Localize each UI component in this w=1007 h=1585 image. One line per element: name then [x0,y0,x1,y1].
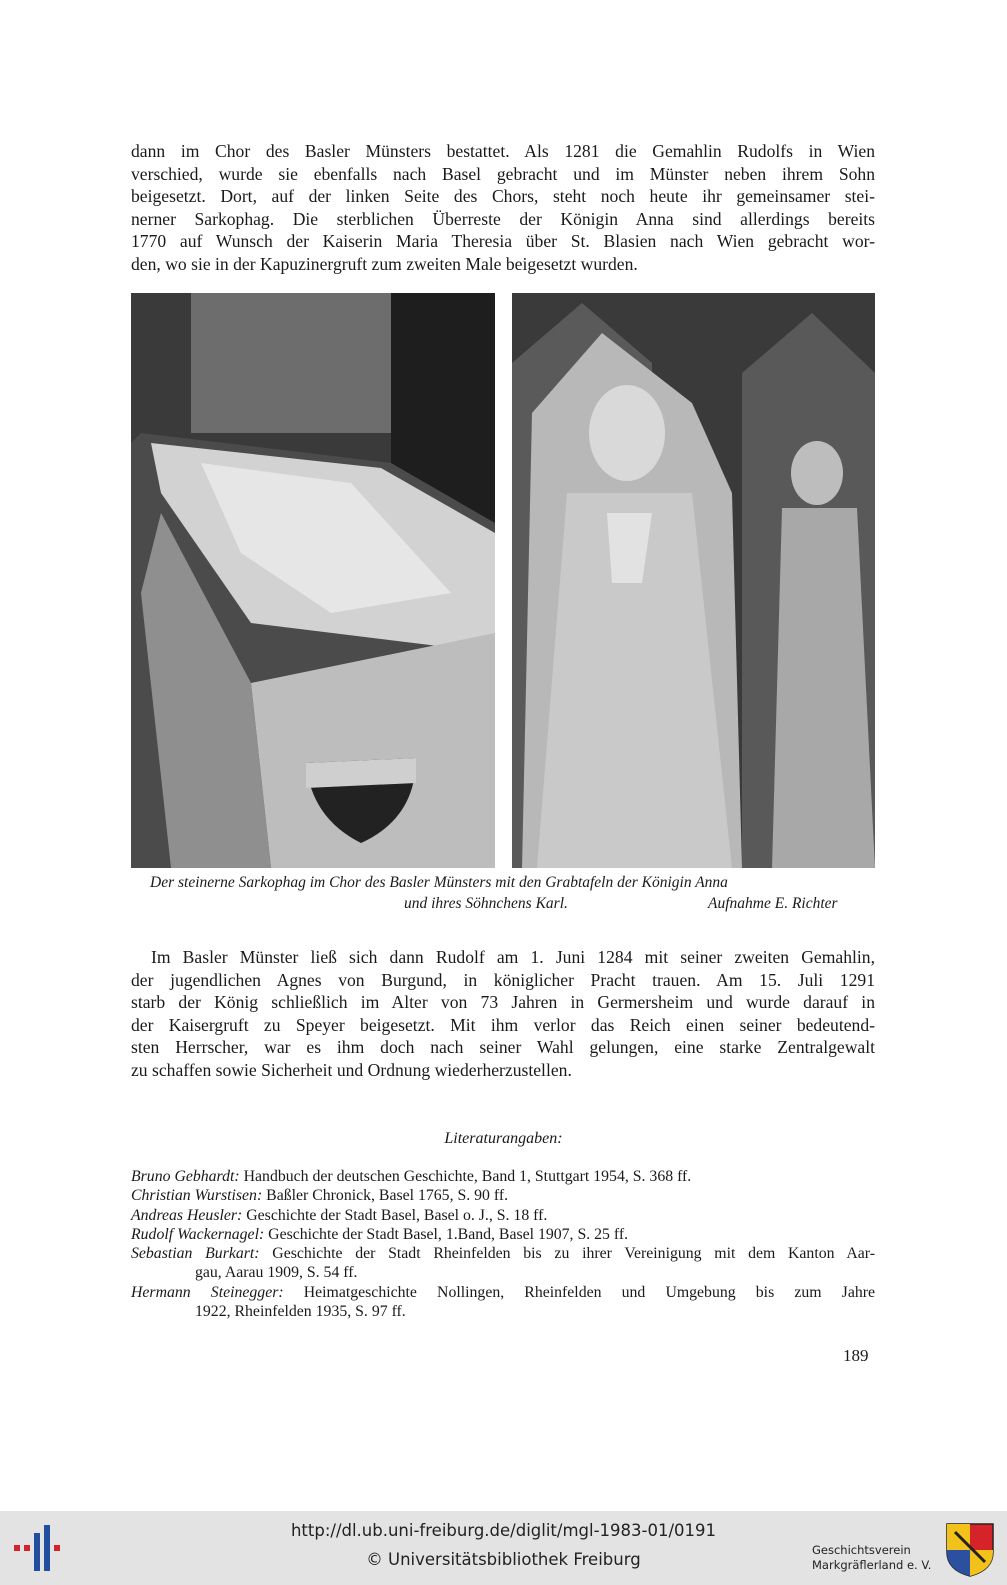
reference-text: Geschichte der Stadt Rheinfelden bis zu ihrer Vereinigung mit dem Kanton Aar- [259,1245,876,1263]
text-line: zu schaffen sowie Sicherheit und Ordnung wiederherzustellen. [131,1059,572,1080]
text-line: sten Herrscher, war es ihm doch nach seiner Wahl gelungen, eine starke Zentralgewalt [131,1037,875,1058]
reference-text: Heimatgeschichte Nollingen, Rheinfelden und Umgebung bis zum Jahre [283,1283,875,1301]
society-name [812,1543,931,1573]
text-line: 1770 auf Wunsch der Kaiserin Maria Theresia über St. Blasien nach Wien gebracht wor- [131,231,875,252]
reference-author: Hermann Steinegger: [131,1283,284,1301]
text-line: der Kaisergruft zu Speyer beigesetzt. Mit ihm verlor das Reich einen seiner bedeutend- [131,1014,875,1035]
figure-caption-line2: und ihres Söhnchens Karl. [404,895,568,912]
reference-text: Baßler Chronick, Basel 1765, S. 90 ff. [262,1187,509,1205]
reference-item [131,1283,875,1322]
reference-list [131,1167,875,1321]
paragraph-2 [131,946,875,1082]
reference-continuation: 1922, Rheinfelden 1935, S. 97 ff. [195,1303,406,1321]
reference-text: Geschichte der Stadt Basel, 1.Band, Basel 1907, S. 25 ff. [264,1225,629,1243]
reference-item [131,1186,875,1205]
reference-item [131,1244,875,1283]
society-name-line1: Geschichtsverein [812,1543,911,1557]
text-line: den, wo sie in der Kapuzinergruft zum zweiten Male beigesetzt wurden. [131,253,638,274]
literature-heading: Literaturangaben: [444,1130,563,1147]
text-line: starb der König schließlich im Alter von 73 Jahren in Germersheim und wurde darauf in [131,992,875,1013]
page-number: 189 [843,1346,869,1365]
text-line: dann im Chor des Basler Münsters bestattet. Als 1281 die Gemahlin Rudolfs in Wien [131,141,875,161]
reference-author: Rudolf Wackernagel: [131,1225,265,1243]
reference-author: Andreas Heusler: [131,1206,243,1224]
paragraph-1 [131,140,875,276]
text-line: nerner Sarkophag. Die sterblichen Überreste der Königin Anna sind allerdings bereits [131,208,875,229]
photo-credit: Aufnahme E. Richter [708,895,838,912]
figure-caption: Der steinerne Sarkophag im Chor des Basler Münsters mit den Grabtafeln der Königin Anna [150,874,728,891]
text-line: beigesetzt. Dort, auf der linken Seite des Chors, steht noch heute ihr gemeinsamer stei- [131,186,875,207]
reference-item [131,1167,875,1186]
reference-continuation: gau, Aarau 1909, S. 54 ff. [195,1264,358,1282]
text-line: verschied, wurde sie ebenfalls nach Basel gebracht und im Münster neben ihrem Sohn [131,163,875,184]
reference-author: Bruno Gebhardt: [131,1168,240,1185]
society-crest-icon [945,1522,995,1578]
sarcophagus-photo [131,293,495,868]
reference-author: Christian Wurstisen: [131,1187,263,1205]
text-line: der jugendlichen Agnes von Burgund, in königlicher Pracht trauen. Am 15. Juli 1291 [131,969,875,990]
reference-text: Handbuch der deutschen Geschichte, Band 1, Stuttgart 1954, S. 368 ff. [239,1168,692,1185]
footer-bar [0,1511,1007,1585]
society-name-line2: Markgräflerland e. V. [812,1558,932,1572]
copyright-text: © Universitätsbibliothek Freiburg [366,1550,641,1569]
queen-anna-tomb-photo [512,293,875,868]
reference-text: Geschichte der Stadt Basel, Basel o. J., S. 18 ff. [242,1206,548,1224]
reference-author: Sebastian Burkart: [131,1245,260,1263]
reference-item [131,1206,875,1225]
reference-item [131,1225,875,1244]
text-line: Im Basler Münster ließ sich dann Rudolf am 1. Juni 1284 mit seiner zweiten Gemahlin, [151,947,875,967]
document-url-link[interactable]: http://dl.ub.uni-freiburg.de/diglit/mgl-1983-01/0191 [290,1521,717,1540]
